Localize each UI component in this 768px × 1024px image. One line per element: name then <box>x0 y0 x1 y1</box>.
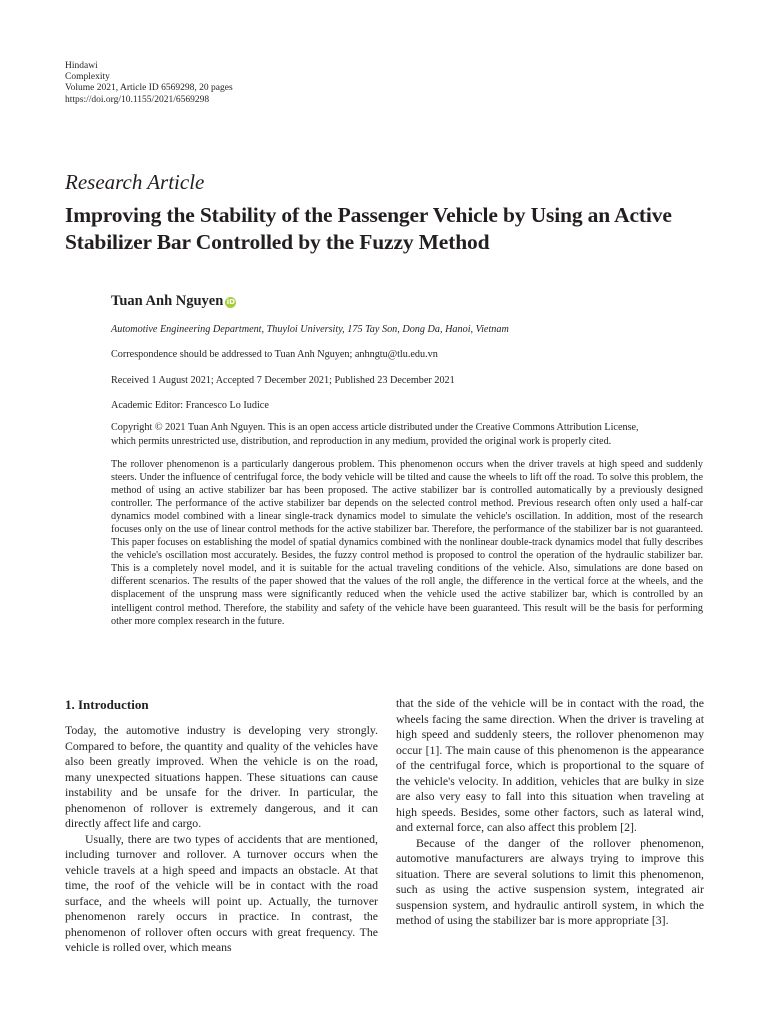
body-paragraph: Because of the danger of the rollover phenomenon, automotive manufacturers are always trying to improve this situation. There are several solutions to limit this phenomenon, such as using the active suspension system, integrated air suspension system, and hydraulic antiroll system, in which the method of using the stabilizer bar is more appropriate [3]. <box>396 835 704 927</box>
body-column-left <box>65 697 378 956</box>
section-heading: 1. Introduction <box>65 697 149 712</box>
copyright-line: Copyright © 2021 Tuan Anh Nguyen. This is an open access article distributed under the Creative Commons Attribution License, <box>111 422 639 433</box>
paper-title: Improving the Stability of the Passenger Vehicle by Using an Active Stabilizer Bar Controlled by the Fuzzy Method <box>65 203 672 254</box>
article-dates: Received 1 August 2021; Accepted 7 December 2021; Published 23 December 2021 <box>111 375 455 386</box>
abstract: The rollover phenomenon is a particularly dangerous problem. This phenomenon occurs when the driver travels at high speed and suddenly steers. Under the influence of centrifugal force, the body vehicle will be tilted and cause the wheels to lift off the road. To solve this problem, the method of using an active stabilizer bar has been proposed. The active stabilizer bar is controlled automatically by a previously designed controller. The performance of the active stabilizer bar depends on the selected control method. Previous research often only used a half-car dynamics model combined with a linear single-track dynamics model to simulate the vehicle's oscillation. In addition, most of the research focuses only on the use of linear control methods for the active stabilizer bar. Therefore, the performance of the stabilizer bar is not guaranteed. This paper focuses on establishing the model of spatial dynamics combined with the nonlinear double-track dynamics model that fully describes the vehicle's oscillation most accurately. Besides, the fuzzy control method is proposed to control the operation of the hydraulic stabilizer bar. This is a completely novel model, and it is suitable for the actual traveling conditions of the vehicle. Also, simulations are done based on different scenarios. The results of the paper showed that the values of the roll angle, the difference in the vertical force at the wheels, and the displacement of the unsprung mass were significantly reduced when the vehicle used the active stabilizer bar, which is controlled by an intelligent control method. Therefore, the stability and safety of the vehicle have been guaranteed. This result will be the basis for performing other more complex research in the future. <box>111 459 703 627</box>
masthead <box>65 61 233 106</box>
copyright-notice <box>111 421 711 448</box>
article-type: Research Article <box>65 170 205 194</box>
body-column-right <box>396 696 704 929</box>
body-paragraph: Today, the automotive industry is developing very strongly. Compared to before, the quantity and quality of the vehicles have also been greatly improved. When the vehicle is on the road, many unexpected situations happen. These situations can cause instability and be unsafe for the driver. In particular, the phenomenon of rollover is extremely dangerous, and it can directly affect life and cargo. <box>65 723 378 830</box>
journal-name: Complexity <box>65 72 110 83</box>
author-line <box>111 293 236 310</box>
body-paragraph: that the side of the vehicle will be in contact with the road, the wheels facing the same direction. When the driver is traveling at high speed and suddenly steers, the rollover phenomenon may occur [1]. The main cause of this phenomenon is the appearance of the centrifugal force, which is proportional to the square of the vehicle's velocity. In addition, vehicles that are bulky in size are also very easy to fall into this situation when traveling at high speeds. Besides, some other factors, such as lateral wind, and external force, can also affect this problem [2]. <box>396 696 704 834</box>
academic-editor: Academic Editor: Francesco Lo Iudice <box>111 400 269 411</box>
volume-line: Volume 2021, Article ID 6569298, 20 pages <box>65 83 233 94</box>
doi-link[interactable]: https://doi.org/10.1155/2021/6569298 <box>65 94 210 105</box>
body-paragraph: Usually, there are two types of accidents that are mentioned, including turnover and rollover. A turnover occurs when the vehicle travels at a high speed and impacts an obstacle. At that time, the roof of the vehicle will be in contact with the road surface, and the wheels will point up. Actually, the turnover phenomenon rarely occurs in practice. In contrast, the phenomenon of rollover often occurs with great frequency. The vehicle is rolled over, which means <box>65 831 378 954</box>
author-name[interactable]: Tuan Anh Nguyen <box>111 293 224 309</box>
affiliation: Automotive Engineering Department, Thuyloi University, 175 Tay Son, Dong Da, Hanoi, Vietnam <box>111 324 509 335</box>
copyright-line: which permits unrestricted use, distribution, and reproduction in any medium, provided the original work is properly cited. <box>111 435 612 447</box>
publisher-name: Hindawi <box>65 61 98 71</box>
orcid-icon[interactable]: iD <box>226 298 235 306</box>
correspondence: Correspondence should be addressed to Tuan Anh Nguyen; anhngtu@tlu.edu.vn <box>111 349 438 360</box>
